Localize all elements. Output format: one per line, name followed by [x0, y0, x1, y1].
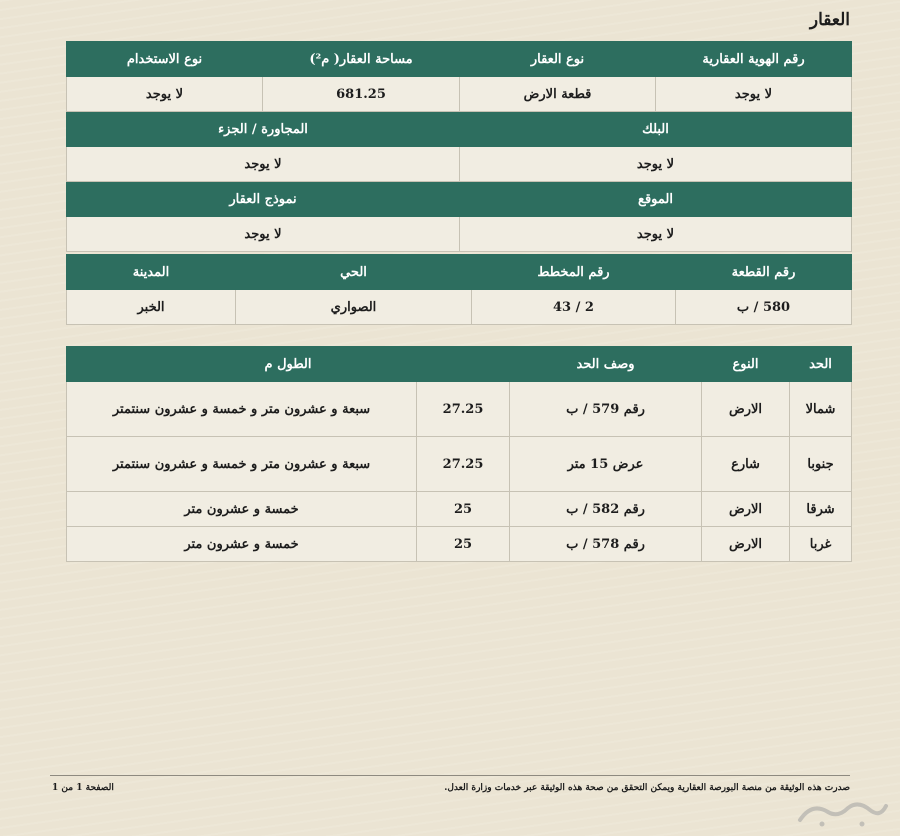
value-location: لا يوجد	[460, 217, 852, 252]
table-row	[67, 382, 852, 437]
value-plot-number: 580 / ب	[676, 290, 852, 325]
boundary-length-text: خمسة و عشرون متر	[67, 492, 417, 527]
value-plan-number: 2 / 43	[472, 290, 676, 325]
section-title: العقار	[809, 10, 850, 30]
value-district: الصواري	[236, 290, 472, 325]
header-usage-type: نوع الاستخدام	[67, 42, 263, 77]
boundary-description: عرض 15 متر	[510, 437, 702, 492]
boundary-length: 25	[417, 527, 510, 562]
property-table-main	[66, 41, 852, 252]
boundary-name: جنوبا	[790, 437, 852, 492]
value-neighborhood-part: لا يوجد	[67, 147, 460, 182]
boundary-type: شارع	[702, 437, 790, 492]
watermark-logo	[792, 794, 892, 832]
header-plan-number: رقم المخطط	[472, 255, 676, 290]
boundary-name: غربا	[790, 527, 852, 562]
header-neighborhood-part: المجاورة / الجزء	[67, 112, 460, 147]
header-block: البلك	[460, 112, 852, 147]
boundaries-table	[66, 346, 852, 562]
value-property-area: 681.25	[263, 77, 460, 112]
header-location: الموقع	[460, 182, 852, 217]
boundary-type: الارض	[702, 382, 790, 437]
boundary-description: رقم 582 / ب	[510, 492, 702, 527]
page-number: الصفحة 1 من 1	[52, 783, 114, 793]
boundary-type: الارض	[702, 527, 790, 562]
table-row	[67, 437, 852, 492]
header-length: الطول م	[67, 347, 510, 382]
boundary-description: رقم 579 / ب	[510, 382, 702, 437]
table-row	[67, 527, 852, 562]
header-boundary: الحد	[790, 347, 852, 382]
boundary-length: 27.25	[417, 382, 510, 437]
value-block: لا يوجد	[460, 147, 852, 182]
value-property-model: لا يوجد	[67, 217, 460, 252]
boundary-type: الارض	[702, 492, 790, 527]
header-property-model: نموذج العقار	[67, 182, 460, 217]
value-property-type: قطعة الارض	[460, 77, 656, 112]
boundary-length-text: سبعة و عشرون متر و خمسة و عشرون سنتمتر	[67, 437, 417, 492]
boundary-name: شرقا	[790, 492, 852, 527]
header-property-type: نوع العقار	[460, 42, 656, 77]
boundary-length-text: خمسة و عشرون متر	[67, 527, 417, 562]
boundary-length-text: سبعة و عشرون متر و خمسة و عشرون سنتمتر	[67, 382, 417, 437]
value-usage-type: لا يوجد	[67, 77, 263, 112]
header-property-area: مساحة العقار( م²)	[263, 42, 460, 77]
header-district: الحي	[236, 255, 472, 290]
boundary-description: رقم 578 / ب	[510, 527, 702, 562]
boundary-name: شمالا	[790, 382, 852, 437]
table-row	[67, 492, 852, 527]
boundary-length: 25	[417, 492, 510, 527]
value-city: الخبر	[67, 290, 236, 325]
footer-divider	[50, 775, 850, 776]
boundary-length: 27.25	[417, 437, 510, 492]
property-table-location	[66, 254, 852, 325]
header-boundary-type: النوع	[702, 347, 790, 382]
header-plot-number: رقم القطعة	[676, 255, 852, 290]
footer-notice: صدرت هذه الوثيقة من منصة البورصة العقارية ويمكن التحقق من صحة هذه الوثيقة عبر خدمات وزارة العدل.	[444, 783, 850, 793]
header-city: المدينة	[67, 255, 236, 290]
header-property-id: رقم الهوية العقارية	[656, 42, 852, 77]
header-boundary-description: وصف الحد	[510, 347, 702, 382]
value-property-id: لا يوجد	[656, 77, 852, 112]
